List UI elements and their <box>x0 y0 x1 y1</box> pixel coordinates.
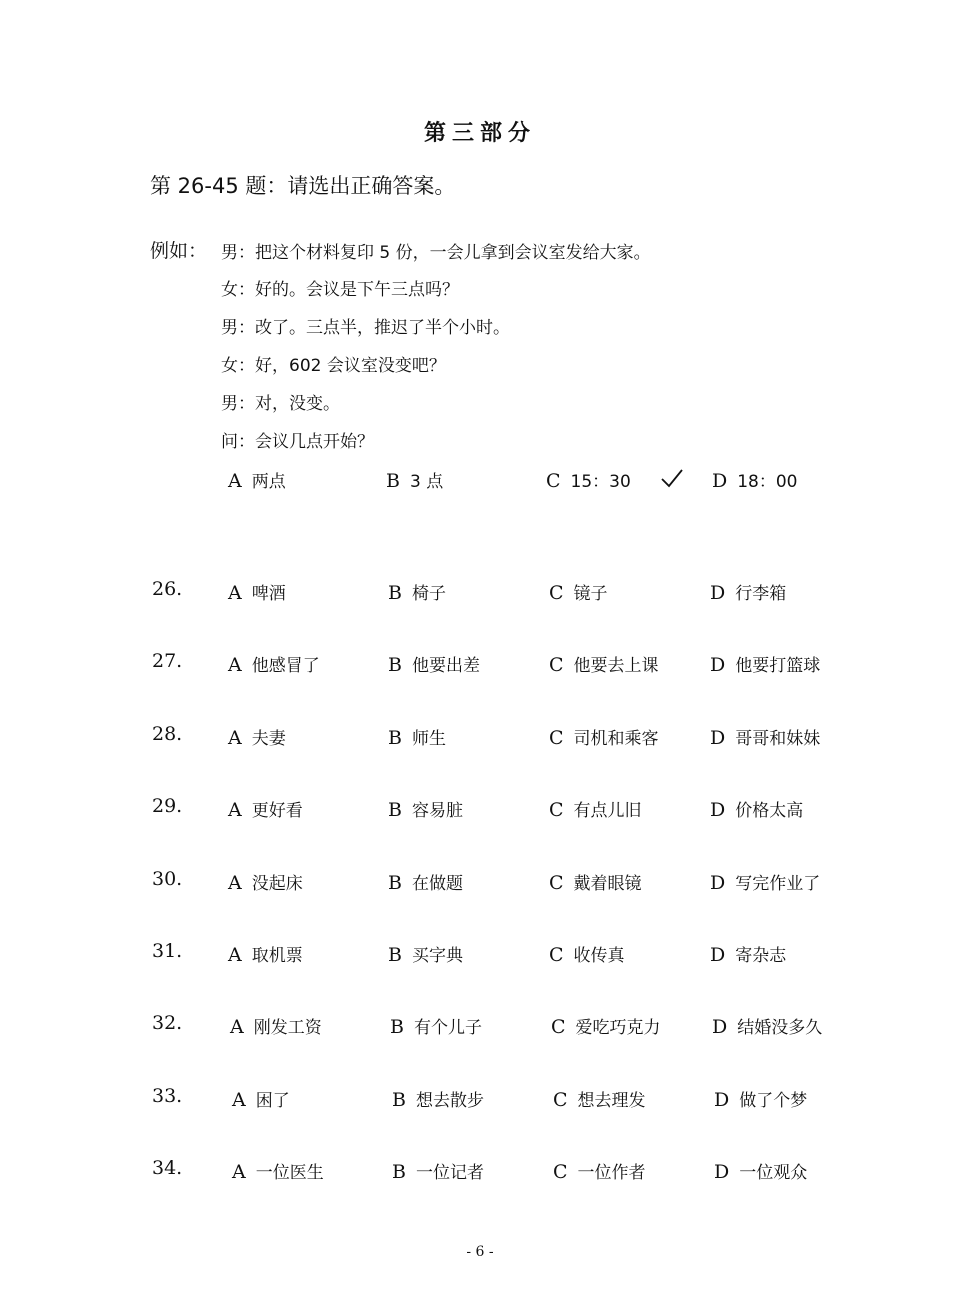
option-letter: A <box>228 871 242 894</box>
option-letter: D <box>714 1088 730 1111</box>
example-dialog-line: 女：好，602 会议室没变吧？ <box>221 356 446 376</box>
option-letter: B <box>388 944 402 966</box>
question-number: 26. <box>152 578 183 600</box>
question-option-b <box>392 1158 484 1183</box>
question-option-c <box>549 941 625 966</box>
option-text: 一位医生 <box>255 1163 324 1184</box>
question-number: 33. <box>152 1084 183 1107</box>
option-text: 结婚没多久 <box>737 1018 823 1039</box>
question-option-d <box>710 724 820 749</box>
example-option-b <box>386 467 443 492</box>
option-letter: B <box>388 654 402 677</box>
question-option-a <box>228 651 320 676</box>
option-text: 他要出差 <box>411 656 480 677</box>
option-text: 买字典 <box>411 946 463 966</box>
option-text: 他要打篮球 <box>735 656 821 677</box>
option-text: 寄杂志 <box>735 946 787 966</box>
option-letter: D <box>710 654 726 677</box>
question-option-b <box>388 579 446 604</box>
option-letter: B <box>390 1016 404 1039</box>
question-option-d <box>710 651 820 676</box>
option-letter: D <box>710 799 726 822</box>
option-letter: B <box>392 1161 406 1184</box>
question-number: 32. <box>152 1012 183 1035</box>
question-option-b <box>388 724 446 749</box>
option-text: 18：00 <box>737 472 798 492</box>
option-text: 想去散步 <box>415 1090 484 1111</box>
option-text: 一位观众 <box>739 1163 808 1184</box>
question-option-b <box>390 1013 482 1038</box>
question-option-b <box>388 941 463 966</box>
option-letter: D <box>710 582 726 604</box>
question-option-b <box>388 651 480 676</box>
option-letter: A <box>228 726 242 749</box>
example-dialog-line: 男：改了。三点半，推迟了半个小时。 <box>221 318 510 338</box>
option-text: 写完作业了 <box>735 873 821 894</box>
option-letter: C <box>549 799 564 822</box>
option-text: 镜子 <box>573 584 608 604</box>
question-option-d <box>710 941 786 966</box>
option-text: 司机和乘客 <box>573 728 659 749</box>
option-letter: C <box>546 470 561 492</box>
question-option-c <box>553 1158 646 1183</box>
page-number: - 6 - <box>466 1244 494 1260</box>
option-text: 困了 <box>255 1090 290 1111</box>
question-option-a <box>232 1086 290 1111</box>
question-number: 29. <box>152 795 183 818</box>
option-text: 想去理发 <box>577 1090 646 1111</box>
option-text: 一位作者 <box>577 1163 646 1184</box>
example-option-c <box>546 467 631 492</box>
question-option-d <box>712 1013 822 1038</box>
page-title: 第三部分 <box>423 121 536 146</box>
option-letter: C <box>549 726 564 749</box>
example-dialog-line: 男：把这个材料复印 5 份，一会儿拿到会议室发给大家。 <box>221 243 651 263</box>
option-text: 15：30 <box>570 472 631 492</box>
question-number: 30. <box>152 867 183 890</box>
question-option-b <box>388 796 463 821</box>
option-letter: A <box>232 1088 246 1111</box>
option-letter: D <box>714 1161 730 1184</box>
option-text: 做了个梦 <box>739 1090 808 1111</box>
instruction: 第 26-45 题：请选出正确答案。 <box>150 174 456 198</box>
option-text: 3 点 <box>409 472 444 492</box>
option-letter: C <box>549 871 564 894</box>
option-text: 椅子 <box>411 584 446 604</box>
question-option-d <box>710 579 786 604</box>
option-text: 没起床 <box>251 873 303 894</box>
option-letter: D <box>710 726 726 749</box>
option-letter: B <box>388 726 402 749</box>
question-option-d <box>714 1086 807 1111</box>
option-letter: C <box>549 582 564 604</box>
option-letter: C <box>553 1161 568 1184</box>
option-text: 爱吃巧克力 <box>575 1018 661 1039</box>
option-text: 哥哥和妹妹 <box>735 728 821 749</box>
option-letter: A <box>232 1161 246 1184</box>
option-text: 有点儿旧 <box>573 801 642 822</box>
option-letter: A <box>230 1016 244 1039</box>
question-number: 34. <box>152 1157 183 1180</box>
option-letter: D <box>710 871 726 894</box>
option-letter: A <box>228 944 242 966</box>
option-letter: B <box>388 799 402 822</box>
example-dialog-line: 女：好的。会议是下午三点吗？ <box>221 280 459 300</box>
question-number: 28. <box>152 722 183 745</box>
option-letter: C <box>553 1088 568 1111</box>
option-letter: A <box>228 470 242 492</box>
example-dialog-line: 问：会议几点开始？ <box>221 432 374 452</box>
question-option-a <box>232 1158 324 1183</box>
option-text: 行李箱 <box>735 584 787 604</box>
question-number: 31. <box>152 940 183 962</box>
option-text: 他要去上课 <box>573 656 659 677</box>
example-label: 例如： <box>150 240 208 262</box>
option-letter: B <box>392 1088 406 1111</box>
option-text: 两点 <box>251 472 286 492</box>
example-dialog-line: 男：对，没变。 <box>221 394 340 414</box>
question-option-c <box>549 651 659 676</box>
question-option-b <box>392 1086 484 1111</box>
option-text: 师生 <box>411 728 446 749</box>
question-option-a <box>230 1013 322 1038</box>
option-text: 收传真 <box>573 946 625 966</box>
option-text: 更好看 <box>251 801 303 822</box>
option-text: 一位记者 <box>415 1163 484 1184</box>
option-text: 容易脏 <box>411 801 463 822</box>
option-letter: D <box>712 470 728 492</box>
question-option-a <box>228 869 303 894</box>
question-option-c <box>551 1013 661 1038</box>
option-text: 戴着眼镜 <box>573 873 642 894</box>
option-text: 有个儿子 <box>413 1018 482 1039</box>
question-option-d <box>710 796 803 821</box>
option-letter: A <box>228 654 242 677</box>
example-option-a <box>228 467 286 492</box>
question-option-d <box>714 1158 807 1183</box>
question-option-a <box>228 796 303 821</box>
option-text: 取机票 <box>251 946 303 966</box>
question-option-c <box>549 579 608 604</box>
question-option-d <box>710 869 820 894</box>
option-letter: C <box>549 944 564 966</box>
option-letter: B <box>386 470 400 492</box>
question-option-a <box>228 724 286 749</box>
question-option-c <box>549 724 659 749</box>
option-letter: D <box>710 944 726 966</box>
option-letter: C <box>551 1016 566 1039</box>
option-text: 夫妻 <box>251 728 286 749</box>
checkmark-icon <box>660 468 684 488</box>
option-letter: B <box>388 871 402 894</box>
option-text: 刚发工资 <box>253 1018 322 1039</box>
option-letter: B <box>388 582 402 604</box>
option-text: 他感冒了 <box>251 656 320 677</box>
option-text: 啤酒 <box>251 584 286 604</box>
question-option-c <box>549 796 642 821</box>
option-letter: A <box>228 582 242 604</box>
question-option-a <box>228 579 286 604</box>
question-number: 27. <box>152 650 183 673</box>
option-letter: D <box>712 1016 728 1039</box>
option-text: 价格太高 <box>735 801 804 822</box>
question-option-c <box>549 869 642 894</box>
example-option-d <box>712 467 798 492</box>
option-text: 在做题 <box>411 873 463 894</box>
question-option-c <box>553 1086 646 1111</box>
question-option-b <box>388 869 463 894</box>
option-letter: A <box>228 799 242 822</box>
question-option-a <box>228 941 303 966</box>
option-letter: C <box>549 654 564 677</box>
